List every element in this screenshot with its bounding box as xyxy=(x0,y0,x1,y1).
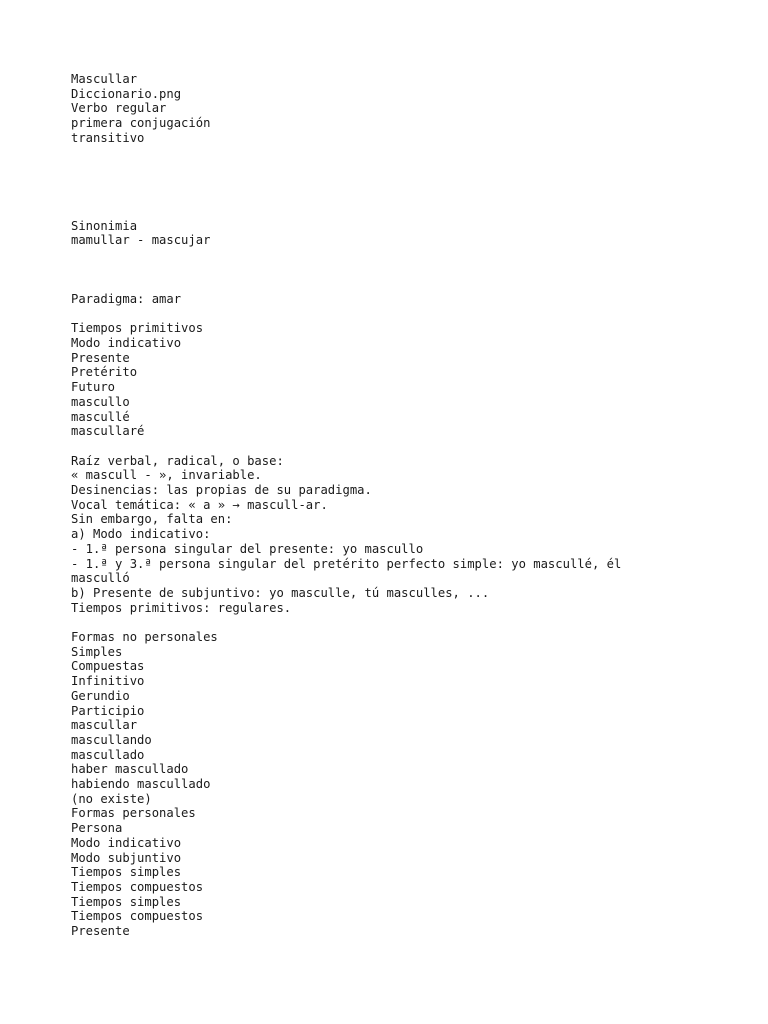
text-line: habiendo mascullado xyxy=(71,777,211,792)
text-line: Desinencias: las propias de su paradigma. xyxy=(71,483,372,498)
spacer xyxy=(71,615,751,630)
text-line: a) Modo indicativo: xyxy=(71,527,211,542)
text-line: Tiempos primitivos: regulares. xyxy=(71,600,292,615)
text-line: Persona xyxy=(71,821,123,836)
spacer xyxy=(71,248,751,292)
text-line: Raíz verbal, radical, o base: xyxy=(71,453,284,468)
document-page xyxy=(71,72,751,939)
text-line: Tiempos compuestos xyxy=(71,909,204,924)
text-line: Modo indicativo xyxy=(71,835,182,850)
text-line: - 1.ª persona singular del presente: yo mascullo xyxy=(71,541,424,556)
spacer xyxy=(71,439,751,454)
raiz-block xyxy=(71,454,751,616)
text-line: (no existe) xyxy=(71,791,152,806)
text-line: Tiempos primitivos xyxy=(71,321,204,336)
conjugation: primera conjugación xyxy=(71,116,211,131)
text-line: Formas no personales xyxy=(71,630,218,645)
text-line: Modo indicativo xyxy=(71,336,182,351)
text-line: Modo subjuntivo xyxy=(71,850,182,865)
text-line: haber mascullado xyxy=(71,762,189,777)
sinonimia-block xyxy=(71,219,751,248)
text-line: - 1.ª y 3.ª persona singular del pretérito perfecto simple: yo mascullé, él xyxy=(71,556,622,571)
sinonimia-words: mamullar - mascujar xyxy=(71,233,211,248)
text-line: Formas personales xyxy=(71,806,196,821)
text-line: Pretérito xyxy=(71,365,138,380)
text-line: Participio xyxy=(71,703,145,718)
text-line: Tiempos compuestos xyxy=(71,880,204,894)
text-line: Presente xyxy=(71,924,130,939)
text-line: mascullando xyxy=(71,732,152,747)
sinonimia-heading: Sinonimia xyxy=(71,218,138,233)
text-line: Vocal temática: « a » → mascull-ar. xyxy=(71,497,328,512)
verb-title: Mascullar xyxy=(71,72,138,86)
text-line: Sin embargo, falta en: xyxy=(71,512,233,527)
image-filename: Diccionario.png xyxy=(71,86,182,101)
text-line: Presente xyxy=(71,350,130,365)
text-line: Simples xyxy=(71,644,123,659)
spacer xyxy=(71,307,751,322)
transitivity: transitivo xyxy=(71,130,145,145)
text-line: Gerundio xyxy=(71,688,130,703)
text-line: « mascull - », invariable. xyxy=(71,468,262,483)
paradigma-block xyxy=(71,292,751,307)
text-line: Futuro xyxy=(71,380,116,395)
spacer xyxy=(71,146,751,219)
tiempos-primitivos-block xyxy=(71,321,751,439)
text-line: b) Presente de subjuntivo: yo masculle, tú masculles, ... xyxy=(71,585,490,600)
verb-type: Verbo regular xyxy=(71,101,167,116)
text-line: mascullado xyxy=(71,747,145,762)
text-line: mascullé xyxy=(71,409,130,424)
text-line: Tiempos simples xyxy=(71,894,182,909)
text-line: Compuestas xyxy=(71,659,145,674)
text-line: masculló xyxy=(71,571,130,586)
text-line: Infinitivo xyxy=(71,674,145,689)
paradigma-line: Paradigma: amar xyxy=(71,291,182,306)
text-line: mascullar xyxy=(71,718,138,733)
formas-block xyxy=(71,630,751,939)
text-line: mascullaré xyxy=(71,424,145,439)
header-block xyxy=(71,72,751,146)
text-line: Tiempos simples xyxy=(71,865,182,880)
text-line: mascullo xyxy=(71,394,130,409)
